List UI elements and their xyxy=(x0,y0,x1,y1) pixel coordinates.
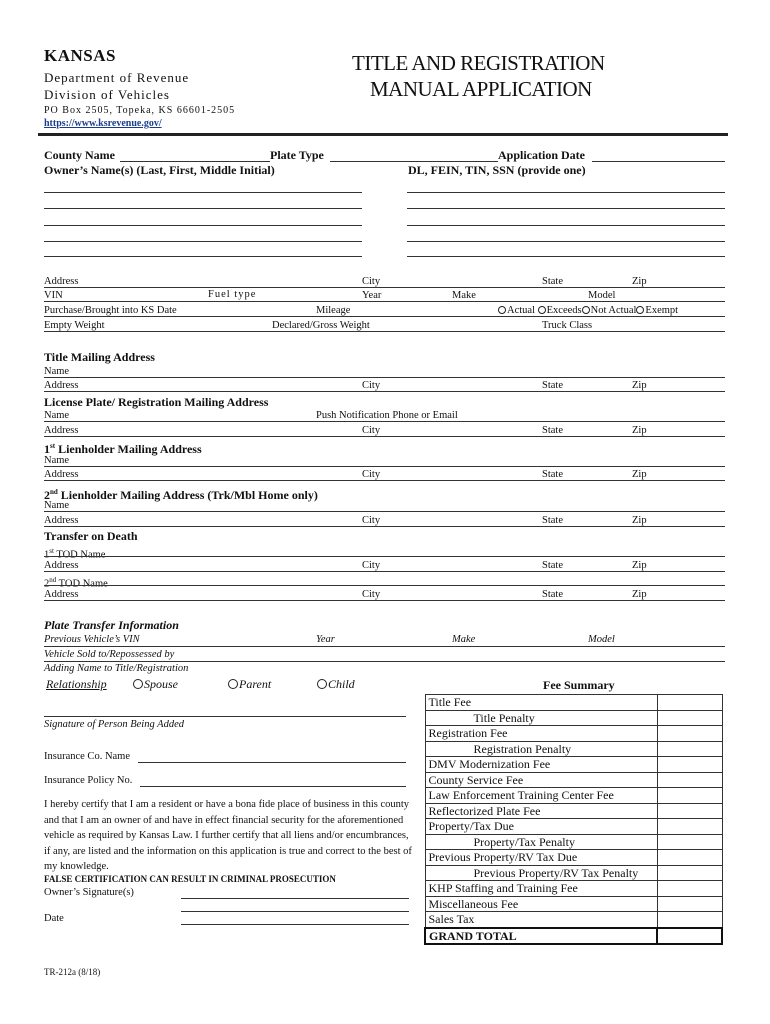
fee-row xyxy=(425,881,722,897)
tod1-state-label: State xyxy=(542,560,563,571)
plate-mailing-address-label: Address xyxy=(44,425,79,436)
fee-label: Reflectorized Plate Fee xyxy=(425,803,657,819)
odometer-not-actual-label: Not Actual xyxy=(590,305,637,316)
lienholder2-ordinal: nd xyxy=(50,488,58,496)
insurance-co-label: Insurance Co. Name xyxy=(44,751,131,762)
form-id: TR-212a (8/18) xyxy=(44,967,101,977)
model-label: Model xyxy=(588,290,616,301)
fee-amount-field[interactable] xyxy=(657,772,722,788)
vin-field[interactable] xyxy=(44,301,725,302)
fee-amount-field[interactable] xyxy=(657,710,722,726)
application-date-field[interactable] xyxy=(592,161,725,162)
tod2-zip-label: Zip xyxy=(632,589,647,600)
dl-field-3[interactable] xyxy=(407,225,725,226)
lienholder2-city-label: City xyxy=(362,515,381,526)
owner-name-field-4[interactable] xyxy=(44,241,362,242)
fuel-type-label: Fuel type xyxy=(208,289,257,300)
relationship-child xyxy=(317,678,355,690)
owner-zip-label: Zip xyxy=(632,276,647,287)
fee-amount-field[interactable] xyxy=(657,834,722,850)
lienholder2-zip-label: Zip xyxy=(632,515,647,526)
title-mailing-city-label: City xyxy=(362,380,381,391)
tod1-title: TOD Name xyxy=(53,549,106,561)
lienholder2-name-field[interactable] xyxy=(44,511,725,512)
owner-signature-field-2[interactable] xyxy=(181,911,409,912)
fee-amount-field[interactable] xyxy=(657,881,722,897)
prev-make-label: Make xyxy=(452,634,476,645)
fee-row xyxy=(425,896,722,912)
tod1-ordinal: st xyxy=(49,547,54,555)
fee-row xyxy=(425,865,722,881)
fee-row xyxy=(425,819,722,835)
fee-label: Title Penalty xyxy=(425,710,657,726)
plate-mailing-state-label: State xyxy=(542,425,563,436)
fee-label: Registration Fee xyxy=(425,726,657,742)
fee-row xyxy=(425,912,722,928)
fee-amount-field[interactable] xyxy=(657,726,722,742)
relationship-parent xyxy=(228,678,271,690)
county-name-field[interactable] xyxy=(120,161,270,162)
fee-amount-field[interactable] xyxy=(657,788,722,804)
spouse-label: Spouse xyxy=(144,677,178,691)
fee-label: DMV Modernization Fee xyxy=(425,757,657,773)
fee-row xyxy=(425,710,722,726)
plate-mailing-address-field[interactable] xyxy=(44,436,725,437)
tod2-ordinal: nd xyxy=(49,576,57,584)
plate-mailing-name-field[interactable] xyxy=(44,421,725,422)
fee-amount-field[interactable] xyxy=(657,819,722,835)
tod1-name-field[interactable] xyxy=(44,556,725,557)
lienholder1-city-label: City xyxy=(362,469,381,480)
fee-row xyxy=(425,695,722,711)
fee-amount-field[interactable] xyxy=(657,850,722,866)
date-label: Date xyxy=(44,913,64,924)
title-mailing-heading: Title Mailing Address xyxy=(44,350,155,364)
certification-text: I hereby certify that I am a resident or have a bona fide place of business in this county and that I am an owner of and have in effect financial security for the aforementioned vehicle as required by Kansas Law. I further certify that all liens and/or encumbrances, if any, are listed and the information on this application is true and correct to the best of my knowledge. xyxy=(44,799,412,872)
dl-fein-label: DL, FEIN, TIN, SSN (provide one) xyxy=(408,163,586,177)
lienholder1-heading xyxy=(44,439,202,456)
tod1-address-field[interactable] xyxy=(44,571,725,572)
vin-label: VIN xyxy=(44,290,63,301)
fee-amount-field[interactable] xyxy=(657,741,722,757)
tod1-zip-label: Zip xyxy=(632,560,647,571)
purchase-field[interactable] xyxy=(44,316,725,317)
odometer-actual-radio[interactable] xyxy=(498,306,506,314)
title-mailing-address-field[interactable] xyxy=(44,391,725,392)
child-radio[interactable] xyxy=(317,679,327,689)
lienholder1-zip-label: Zip xyxy=(632,469,647,480)
odometer-actual-label: Actual xyxy=(507,305,535,316)
tod-heading: Transfer on Death xyxy=(44,529,138,543)
prev-model-label: Model xyxy=(588,634,615,645)
mileage-label: Mileage xyxy=(316,305,351,316)
fee-label: KHP Staffing and Training Fee xyxy=(425,881,657,897)
division-name: Division of Vehicles xyxy=(44,87,170,102)
fee-label: Sales Tax xyxy=(425,912,657,928)
lienholder1-name-field[interactable] xyxy=(44,466,725,467)
fee-amount-field[interactable] xyxy=(657,803,722,819)
lienholder2-address-field[interactable] xyxy=(44,526,725,527)
parent-label: Parent xyxy=(239,677,272,691)
fee-label: Miscellaneous Fee xyxy=(425,896,657,912)
tod1-address-label: Address xyxy=(44,560,79,571)
owner-city-label: City xyxy=(362,276,381,287)
fee-row xyxy=(425,788,722,804)
grand-total-row xyxy=(425,928,722,945)
fee-row xyxy=(425,803,722,819)
fee-label: County Service Fee xyxy=(425,772,657,788)
tod2-state-label: State xyxy=(542,589,563,600)
title-mailing-zip-label: Zip xyxy=(632,380,647,391)
title-mailing-address-label: Address xyxy=(44,380,79,391)
tod2-address-label: Address xyxy=(44,589,79,600)
push-notification-label: Push Notification Phone or Email xyxy=(316,410,458,421)
fee-row xyxy=(425,772,722,788)
fee-label: Property/Tax Penalty xyxy=(425,834,657,850)
fee-label: Law Enforcement Training Center Fee xyxy=(425,788,657,804)
prev-vin-field[interactable] xyxy=(44,646,725,647)
fee-row xyxy=(425,757,722,773)
fee-amount-field[interactable] xyxy=(657,865,722,881)
tod1-city-label: City xyxy=(362,560,381,571)
owner-state-label: State xyxy=(542,276,563,287)
lienholder2-number: 2 xyxy=(44,488,50,502)
lienholder2-title: Lienholder Mailing Address (Trk/Mbl Home only) xyxy=(57,488,318,502)
fee-row xyxy=(425,741,722,757)
application-date-label: Application Date xyxy=(498,148,585,162)
plate-mailing-zip-label: Zip xyxy=(632,425,647,436)
plate-mailing-name-label: Name xyxy=(44,410,70,421)
prev-vin-label: Previous Vehicle’s VIN xyxy=(44,634,140,645)
owner-address-field[interactable] xyxy=(44,287,725,288)
header-rule xyxy=(38,133,728,136)
owner-name-field-5[interactable] xyxy=(44,256,362,257)
owner-name-field-1[interactable] xyxy=(44,192,362,193)
relationship-label: Relationship xyxy=(46,677,107,691)
tod2-address-field[interactable] xyxy=(44,600,725,601)
lienholder1-number: 1 xyxy=(44,442,50,456)
fee-amount-field[interactable] xyxy=(657,896,722,912)
odometer-exceeds-label: Exceeds xyxy=(546,305,582,316)
fee-amount-field[interactable] xyxy=(657,695,722,711)
signature-added-field[interactable] xyxy=(44,716,406,717)
title-mailing-name-label: Name xyxy=(44,366,70,377)
owner-signature-label: Owner’s Signature(s) xyxy=(44,887,134,898)
lienholder2-heading xyxy=(44,485,318,502)
empty-weight-label: Empty Weight xyxy=(44,320,105,331)
fee-summary-table xyxy=(424,694,723,945)
owner-name-field-2[interactable] xyxy=(44,208,362,209)
form-title-line2: MANUAL APPLICATION xyxy=(370,77,592,101)
tod2-title: TOD Name xyxy=(56,578,108,590)
agency-address: PO Box 2505, Topeka, KS 66601-2505 xyxy=(44,105,236,116)
sold-to-field[interactable] xyxy=(44,661,725,662)
odometer-exempt-label: Exempt xyxy=(645,305,679,316)
plate-type-label: Plate Type xyxy=(270,148,324,162)
fee-row xyxy=(425,834,722,850)
false-cert-warning: FALSE CERTIFICATION CAN RESULT IN CRIMINAL PROSECUTION xyxy=(44,874,336,884)
plate-transfer-heading: Plate Transfer Information xyxy=(44,618,179,632)
title-mailing-name-field[interactable] xyxy=(44,377,725,378)
department-name: Department of Revenue xyxy=(44,70,190,85)
insurance-policy-field[interactable] xyxy=(140,786,406,787)
tod1-number: 1 xyxy=(44,549,50,561)
form-title-line1: TITLE AND REGISTRATION xyxy=(352,51,605,75)
title-mailing-state-label: State xyxy=(542,380,563,391)
plate-type-field[interactable] xyxy=(330,161,498,162)
adding-name-label: Adding Name to Title/Registration xyxy=(44,663,189,674)
dl-field-5[interactable] xyxy=(407,256,725,257)
dl-field-2[interactable] xyxy=(407,208,725,209)
fee-label: Previous Property/RV Tax Due xyxy=(425,850,657,866)
lienholder1-address-label: Address xyxy=(44,469,79,480)
spouse-radio[interactable] xyxy=(133,679,143,689)
lienholder1-title: Lienholder Mailing Address xyxy=(55,442,202,456)
owners-name-label: Owner’s Name(s) (Last, First, Middle Initial) xyxy=(44,163,275,177)
grand-total-field[interactable] xyxy=(657,928,722,945)
plate-mailing-city-label: City xyxy=(362,425,381,436)
child-label: Child xyxy=(328,677,355,691)
lienholder1-state-label: State xyxy=(542,469,563,480)
lienholder2-address-label: Address xyxy=(44,515,79,526)
agency-url[interactable]: https://www.ksrevenue.gov/ xyxy=(44,118,162,129)
prev-year-label: Year xyxy=(316,634,335,645)
plate-mailing-heading: License Plate/ Registration Mailing Address xyxy=(44,395,269,409)
fee-amount-field[interactable] xyxy=(657,757,722,773)
odometer-not-actual-radio[interactable] xyxy=(582,306,590,314)
owner-name-field-3[interactable] xyxy=(44,225,362,226)
state-name: KANSAS xyxy=(44,46,116,65)
sold-to-label: Vehicle Sold to/Repossessed by xyxy=(44,649,175,660)
declared-weight-label: Declared/Gross Weight xyxy=(272,320,370,331)
odometer-exceeds-radio[interactable] xyxy=(538,306,546,314)
lienholder1-ordinal: st xyxy=(50,442,56,450)
owner-address-label: Address xyxy=(44,276,79,287)
insurance-policy-label: Insurance Policy No. xyxy=(44,775,133,786)
weight-field[interactable] xyxy=(44,331,725,332)
relationship-spouse xyxy=(133,678,178,690)
fee-label: Property/Tax Due xyxy=(425,819,657,835)
lienholder2-state-label: State xyxy=(542,515,563,526)
fee-label: Registration Penalty xyxy=(425,741,657,757)
fee-amount-field[interactable] xyxy=(657,912,722,928)
grand-total-label: GRAND TOTAL xyxy=(425,928,657,945)
insurance-co-field[interactable] xyxy=(138,762,406,763)
year-label: Year xyxy=(362,290,382,301)
fee-row xyxy=(425,726,722,742)
lienholder1-address-field[interactable] xyxy=(44,480,725,481)
county-name-label: County Name xyxy=(44,148,115,162)
date-field[interactable] xyxy=(181,924,409,925)
parent-radio[interactable] xyxy=(228,679,238,689)
tod2-name-field[interactable] xyxy=(44,585,725,586)
fee-label: Previous Property/RV Tax Penalty xyxy=(425,865,657,881)
fee-label: Title Fee xyxy=(425,695,657,711)
signature-added-label: Signature of Person Being Added xyxy=(44,719,184,730)
fee-summary-heading: Fee Summary xyxy=(543,678,615,692)
fee-row xyxy=(425,850,722,866)
purchase-date-label: Purchase/Brought into KS Date xyxy=(44,305,177,316)
odometer-exempt-radio[interactable] xyxy=(636,306,644,314)
dl-field-4[interactable] xyxy=(407,241,725,242)
dl-field-1[interactable] xyxy=(407,192,725,193)
tod2-city-label: City xyxy=(362,589,381,600)
owner-signature-field-1[interactable] xyxy=(181,898,409,899)
lienholder1-name-label: Name xyxy=(44,455,70,466)
truck-class-label: Truck Class xyxy=(542,320,593,331)
lienholder2-name-label: Name xyxy=(44,500,70,511)
tod2-number: 2 xyxy=(44,578,50,590)
make-label: Make xyxy=(452,290,476,301)
